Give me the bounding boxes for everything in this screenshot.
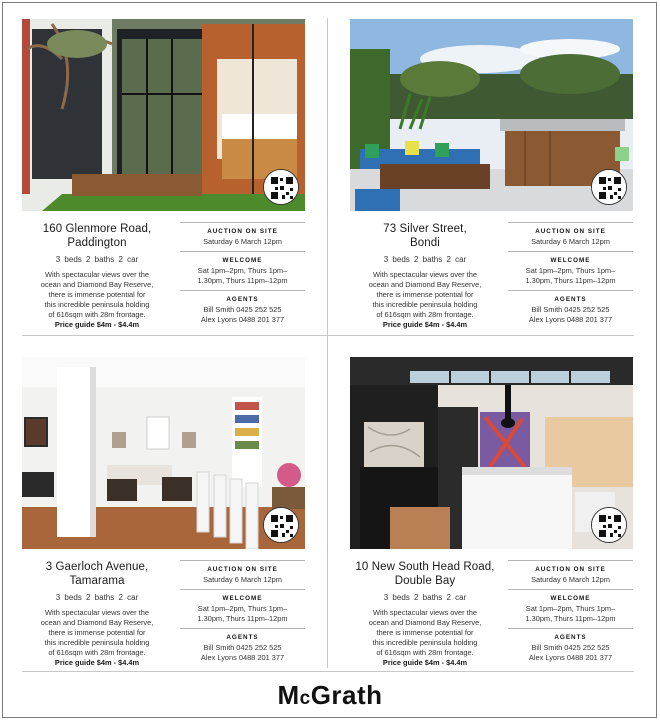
agent-contact[interactable]: Alex Lyons 0488 201 377	[200, 315, 285, 324]
listing-description: With spectacular views over the ocean and Diamond Bay Reserve, there is immense potential for this incredible peninsula holding of 616sqm with 28m frontage. Price guide $4m - $4.4m	[350, 270, 500, 330]
divider	[508, 560, 633, 561]
listing-card[interactable]	[22, 357, 305, 667]
qr-code[interactable]	[591, 169, 627, 205]
welcome-heading: WELCOME	[550, 257, 591, 264]
listing-summary	[350, 222, 500, 330]
listing-card[interactable]	[350, 357, 633, 667]
agent-contacts	[508, 643, 633, 663]
column-divider	[327, 18, 328, 668]
qr-code[interactable]	[263, 507, 299, 543]
auction-heading: AUCTION ON SITE	[535, 566, 606, 573]
listing-summary	[22, 560, 172, 668]
mcgrath-logo[interactable]: McGrath	[277, 680, 383, 710]
welcome-heading: WELCOME	[222, 595, 263, 602]
auction-date: Saturday 6 March 12pm	[531, 575, 610, 584]
auction-date: Saturday 6 March 12pm	[531, 237, 610, 246]
agent-contact[interactable]: Bill Smith 0425 252 525	[531, 305, 610, 314]
divider	[508, 222, 633, 223]
listing-details	[180, 222, 305, 325]
qr-code[interactable]	[591, 507, 627, 543]
agent-contact[interactable]: Bill Smith 0425 252 525	[531, 643, 610, 652]
property-photo[interactable]	[350, 357, 633, 549]
listing-specs: 3 beds 2 baths 2 car	[383, 255, 467, 264]
listing-address: 73 Silver Street, Bondi	[383, 223, 467, 249]
listing-address: 3 Gaerloch Avenue, Tamarama	[45, 561, 149, 587]
listing-description: With spectacular views over the ocean and Diamond Bay Reserve, there is immense potential for this incredible peninsula holding of 616sqm with 28m frontage. Price guide $4m - $4.4m	[22, 608, 172, 668]
agents-heading: AGENTS	[226, 296, 259, 303]
agent-contact[interactable]: Alex Lyons 0488 201 377	[528, 315, 613, 324]
listing-description: With spectacular views over the ocean and Diamond Bay Reserve, there is immense potential for this incredible peninsula holding of 616sqm with 28m frontage. Price guide $4m - $4.4m	[22, 270, 172, 330]
listing-description: With spectacular views over the ocean and Diamond Bay Reserve, there is immense potential for this incredible peninsula holding of 616sqm with 28m frontage. Price guide $4m - $4.4m	[350, 608, 500, 668]
auction-heading: AUCTION ON SITE	[535, 228, 606, 235]
listing-summary	[350, 560, 500, 668]
listing-specs: 3 beds 2 baths 2 car	[383, 593, 467, 602]
divider	[180, 628, 305, 629]
divider	[508, 589, 633, 590]
agent-contact[interactable]: Bill Smith 0425 252 525	[203, 305, 282, 314]
listing-card[interactable]	[22, 19, 305, 329]
inspection-times: Sat 1pm–2pm, Thurs 1pm– 1.30pm, Thurs 11pm–12pm	[525, 266, 616, 285]
agent-contact[interactable]: Bill Smith 0425 252 525	[203, 643, 282, 652]
inspection-times: Sat 1pm–2pm, Thurs 1pm– 1.30pm, Thurs 11pm–12pm	[525, 604, 616, 623]
welcome-heading: WELCOME	[550, 595, 591, 602]
footer-divider	[22, 671, 634, 672]
agent-contacts	[180, 643, 305, 663]
agent-contact[interactable]: Alex Lyons 0488 201 377	[200, 653, 285, 662]
divider	[180, 251, 305, 252]
property-photo[interactable]	[350, 19, 633, 211]
listing-specs: 3 beds 2 baths 2 car	[55, 593, 139, 602]
auction-heading: AUCTION ON SITE	[207, 228, 278, 235]
agents-heading: AGENTS	[554, 296, 587, 303]
listing-details	[508, 560, 633, 663]
price-guide: Price guide $4m - $4.4m	[382, 658, 468, 667]
price-guide: Price guide $4m - $4.4m	[54, 320, 140, 329]
agents-heading: AGENTS	[554, 634, 587, 641]
divider	[508, 290, 633, 291]
listing-details	[180, 560, 305, 663]
divider	[180, 290, 305, 291]
listing-details	[508, 222, 633, 325]
divider	[508, 251, 633, 252]
agent-contacts	[180, 305, 305, 325]
listing-address: 10 New South Head Road, Double Bay	[355, 561, 495, 587]
agents-heading: AGENTS	[226, 634, 259, 641]
welcome-heading: WELCOME	[222, 257, 263, 264]
agent-contact[interactable]: Alex Lyons 0488 201 377	[528, 653, 613, 662]
property-photo[interactable]	[22, 357, 305, 549]
inspection-times: Sat 1pm–2pm, Thurs 1pm– 1.30pm, Thurs 11pm–12pm	[197, 604, 288, 623]
listing-summary	[22, 222, 172, 330]
auction-date: Saturday 6 March 12pm	[203, 575, 282, 584]
divider	[180, 222, 305, 223]
row-divider	[22, 335, 634, 336]
agent-contacts	[508, 305, 633, 325]
auction-heading: AUCTION ON SITE	[207, 566, 278, 573]
divider	[180, 589, 305, 590]
price-guide: Price guide $4m - $4.4m	[54, 658, 140, 667]
inspection-times: Sat 1pm–2pm, Thurs 1pm– 1.30pm, Thurs 11pm–12pm	[197, 266, 288, 285]
property-photo[interactable]	[22, 19, 305, 211]
divider	[180, 560, 305, 561]
auction-date: Saturday 6 March 12pm	[203, 237, 282, 246]
listing-address: 160 Glenmore Road, Paddington	[42, 223, 152, 249]
listing-specs: 3 beds 2 baths 2 car	[55, 255, 139, 264]
price-guide: Price guide $4m - $4.4m	[382, 320, 468, 329]
qr-code[interactable]	[263, 169, 299, 205]
divider	[508, 628, 633, 629]
listing-card[interactable]	[350, 19, 633, 329]
